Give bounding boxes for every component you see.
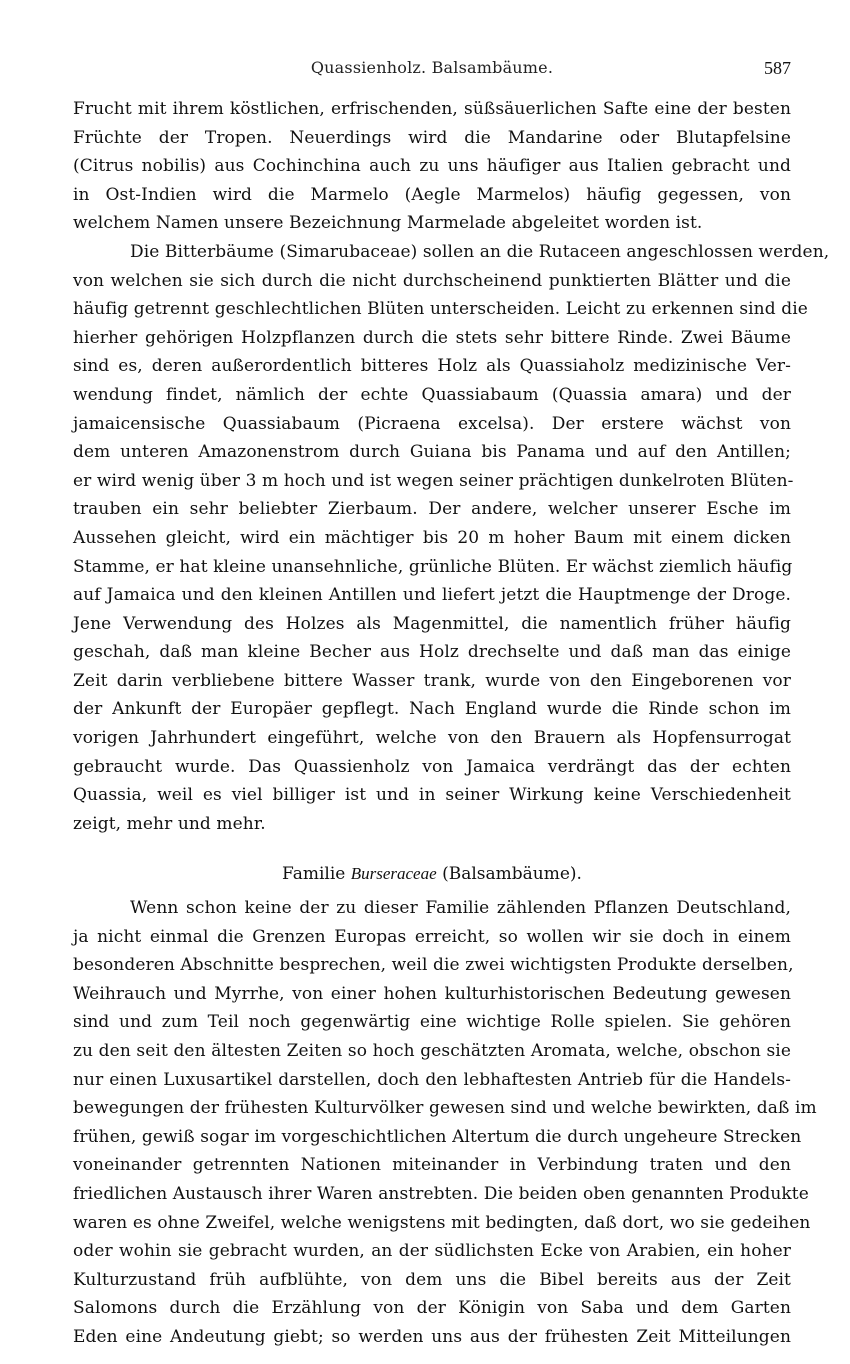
text-line: er wird wenig über 3 m hoch und ist wegen seiner prächtigen dunkelroten Blüten- <box>73 470 794 491</box>
paragraph-citrus <box>73 95 791 238</box>
text-line: Zeit darin verbliebene bittere Wasser trank, wurde von den Eingeborenen vor <box>73 670 791 691</box>
text-line: in Ost-Indien wird die Marmelo (Aegle Marmelos) häufig gegessen, von <box>73 184 791 205</box>
text-line: jamaicensische Quassiabaum (Picraena excelsa). Der erstere wächst von <box>73 413 791 434</box>
text-line: auf Jamaica und den kleinen Antillen und liefert jetzt die Hauptmenge der Droge. <box>73 585 791 606</box>
text-line: von welchen sie sich durch die nicht durchscheinend punktierten Blätter und die <box>73 270 791 291</box>
text-line: (Citrus nobilis) aus Cochinchina auch zu uns häufiger aus Italien gebracht und <box>73 156 791 177</box>
text-line: welchem Namen unsere Bezeichnung Marmelade abgeleitet worden ist. <box>73 213 703 234</box>
text-line: Quassia, weil es viel billiger ist und in seiner Wirkung keine Verschiedenheit <box>73 785 791 806</box>
paragraph-simarubaceae <box>73 238 830 838</box>
text-line: hierher gehörigen Holzpflanzen durch die stets sehr bittere Rinde. Zwei Bäume <box>73 327 791 348</box>
body-text <box>73 95 830 1352</box>
text-line: bewegungen der frühesten Kulturvölker gewesen sind und welche bewirkten, daß im <box>73 1098 817 1119</box>
text-line: frühen, gewiß sogar im vorgeschichtlichen Altertum die durch ungeheure Strecken <box>73 1126 802 1147</box>
text-line: vorigen Jahrhundert eingeführt, welche von den Brauern als Hopfensurrogat <box>73 728 791 749</box>
text-line: Weihrauch und Myrrhe, von einer hohen kulturhistorischen Bedeutung gewesen <box>73 983 791 1004</box>
text-line: wendung findet, nämlich der echte Quassiabaum (Quassia amara) und der <box>73 384 791 405</box>
text-line: geschah, daß man kleine Becher aus Holz drechselte und daß man das einige <box>73 642 791 663</box>
heading-prefix: Familie <box>282 864 346 885</box>
text-line: ja nicht einmal die Grenzen Europas erreicht, so wollen wir sie doch in einem <box>73 926 791 947</box>
text-line: nur einen Luxusartikel darstellen, doch den lebhaftesten Antrieb für die Handels- <box>73 1069 791 1090</box>
text-line: friedlichen Austausch ihrer Waren anstrebten. Die beiden oben genannten Produkte <box>73 1183 809 1204</box>
section-heading <box>73 860 791 889</box>
running-title: Quassienholz. Balsambäume. <box>310 58 554 77</box>
paragraph-burseraceae <box>73 894 817 1352</box>
text-line: waren es ohne Zweifel, welche wenigstens mit bedingten, daß dort, wo sie gedeihen <box>73 1212 811 1233</box>
text-line: besonderen Abschnitte besprechen, weil die zwei wichtigsten Produkte derselben, <box>73 955 794 976</box>
text-line: zeigt, mehr und mehr. <box>73 813 266 834</box>
running-header <box>73 58 791 84</box>
text-line: Kulturzustand früh aufblühte, von dem uns die Bibel bereits aus der Zeit <box>73 1269 791 1290</box>
text-line: häufig getrennt geschlechtlichen Blüten unterscheiden. Leicht zu erkennen sind die <box>73 299 808 320</box>
page-number: 587 <box>764 58 791 78</box>
text-line: gebraucht wurde. Das Quassienholz von Jamaica verdrängt das der echten <box>73 756 791 777</box>
text-line: zu den seit den ältesten Zeiten so hoch geschätzten Aromata, welche, obschon sie <box>73 1041 791 1061</box>
text-line: Eden eine Andeutung giebt; so werden uns aus der frühesten Zeit Mitteilungen <box>73 1326 791 1347</box>
text-line: der Ankunft der Europäer gepflegt. Nach England wurde die Rinde schon im <box>73 699 791 720</box>
text-line: voneinander getrennten Nationen miteinander in Verbindung traten und den <box>73 1155 791 1176</box>
heading-latin-name: Burseraceae <box>350 864 437 884</box>
text-line: Aussehen gleicht, wird ein mächtiger bis 20 m hoher Baum mit einem dicken <box>73 527 791 548</box>
text-line: trauben ein sehr beliebter Zierbaum. Der andere, welcher unserer Esche im <box>73 499 791 520</box>
text-line: sind es, deren außerordentlich bitteres Holz als Quassiaholz medizinische Ver- <box>73 356 791 377</box>
text-line: Früchte der Tropen. Neuerdings wird die Mandarine oder Blutapfelsine <box>73 127 791 148</box>
text-line: dem unteren Amazonenstrom durch Guiana bis Panama und auf den Antillen; <box>73 442 791 463</box>
text-line: Wenn schon keine der zu dieser Familie zählenden Pflanzen Deutschland, <box>130 898 791 919</box>
text-line: Jene Verwendung des Holzes als Magenmittel, die namentlich früher häufig <box>73 613 791 634</box>
text-line: Frucht mit ihrem köstlichen, erfrischenden, süßsäuerlichen Safte eine der besten <box>73 99 791 119</box>
text-line: oder wohin sie gebracht wurden, an der südlichsten Ecke von Arabien, ein hoher <box>73 1241 791 1262</box>
text-line: Die Bitterbäume (Simarubaceae) sollen an die Rutaceen angeschlossen werden, <box>130 241 830 262</box>
heading-suffix: (Balsambäume). <box>442 864 582 885</box>
text-line: Stamme, er hat kleine unansehnliche, grünliche Blüten. Er wächst ziemlich häufig <box>73 556 793 577</box>
text-line: sind und zum Teil noch gegenwärtig eine wichtige Rolle spielen. Sie gehören <box>73 1012 791 1033</box>
text-line: Salomons durch die Erzählung von der Königin von Saba und dem Garten <box>73 1298 791 1319</box>
